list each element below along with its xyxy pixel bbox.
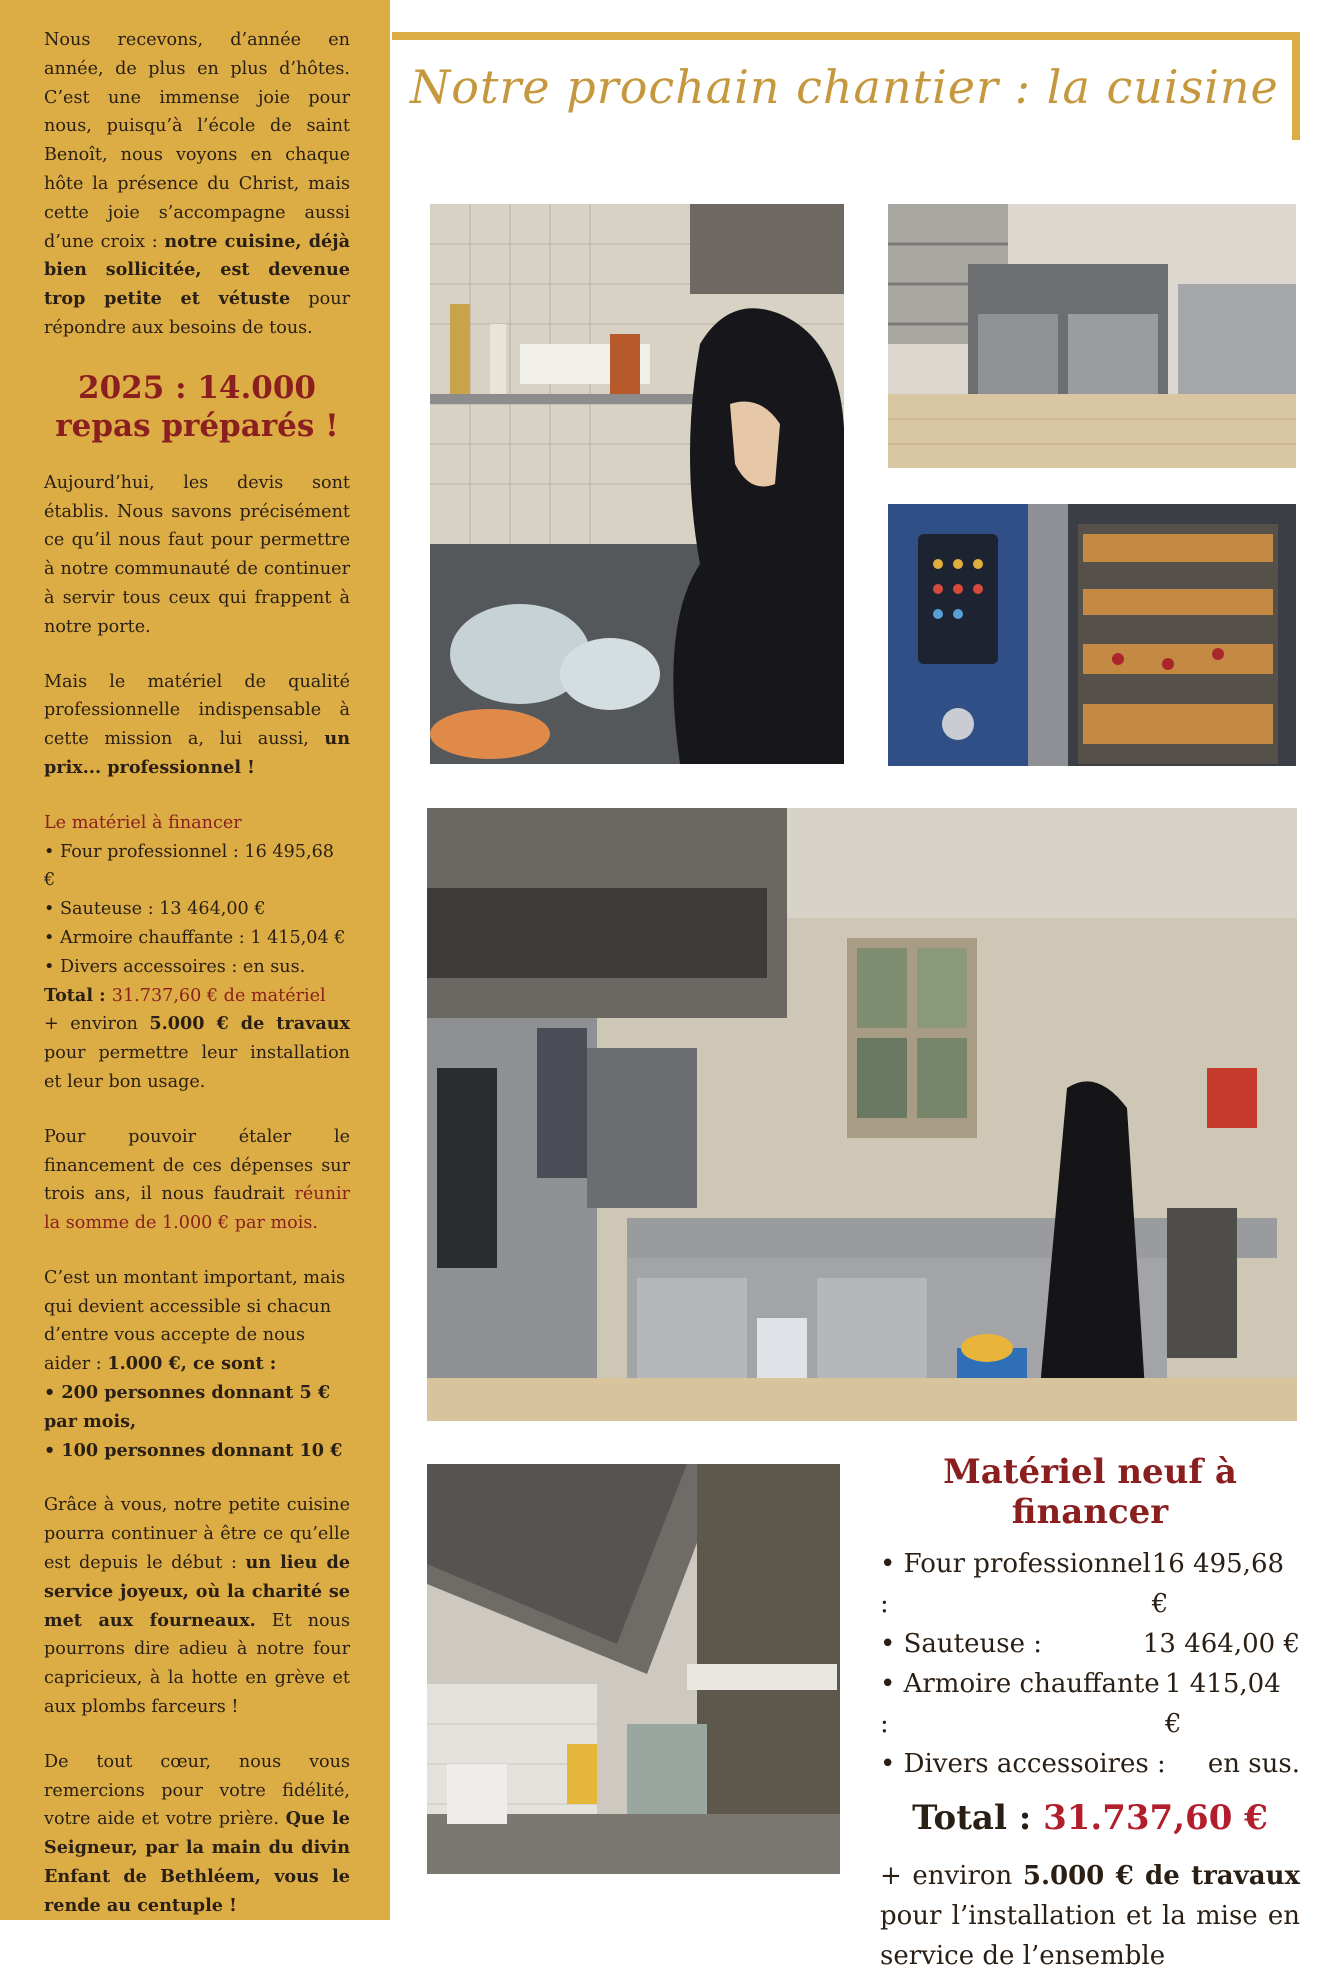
financing-row [880,1664,1300,1744]
photo-combi-oven [888,504,1296,766]
photo-kitchen-hood [427,1464,840,1874]
intro-paragraph [44,26,350,343]
list-item: • Armoire chauffante : 1 415,04 € [44,927,346,948]
row-value: en sus. [1207,1749,1300,1779]
financing-row [880,1544,1300,1624]
financing-box-note [880,1856,1300,1976]
thanks-bold: Que le Seigneur, par la main du divin Enfant de Bethléem, vous le rende au centuple ! [44,1808,350,1916]
grace-paragraph [44,1491,350,1721]
intro-text: Nous recevons, d’année en année, de plus en plus d’hôtes. C’est une immense joie pour nous, puisqu’à l’école de saint Benoît, nous voyons en chaque hôte la présence du Christ, mais cette joie s’accompagne aussi d’une croix : [44,30,350,252]
list-item: • Four professionnel : 16 495,68 € [44,841,334,891]
donors-text: C’est un montant important, mais qui devient accessible si chacun d’entre vous accepte de nous aider : [44,1267,346,1375]
total-value: 31.737,60 € de matériel [111,985,326,1006]
photo-nun-preparing-food [430,204,844,764]
quotes-paragraph: Aujourd’hui, les devis sont établis. Nous savons précisément ce qu’il nous faut pour permettre à notre communauté de continuer à servir tous ceux qui frappent à notre porte. [44,472,350,637]
row-value: 13 464,00 € [1142,1629,1300,1659]
financing-list-title: Le matériel à financer [44,812,242,833]
box-total-value: 31.737,60 € [1043,1798,1268,1838]
donors-item-2: • 100 personnes donnant 10 € [44,1439,343,1461]
financing-box [880,1452,1300,1976]
equipment-text: Mais le matériel de qualité professionnelle indispensable à cette mission a, lui aussi, [44,671,350,750]
financing-list [44,838,350,982]
works-extra-prefix: + environ [44,1014,150,1035]
spread-paragraph [44,1123,350,1238]
financing-box-title: Matériel neuf à financer [943,1452,1237,1532]
donors-item-1: • 200 personnes donnant 5 € par mois, [44,1382,331,1432]
spread-text: Pour pouvoir étaler le financement de ces dépenses sur trois ans, il nous faudrait [44,1126,350,1205]
equipment-bold: un prix... professionnel ! [44,728,350,778]
works-extra [44,1010,350,1096]
list-item: • Divers accessoires : en sus. [44,956,306,977]
list-item: • Sauteuse : 13 464,00 € [44,899,266,920]
row-label: • Divers accessoires : [880,1749,1166,1779]
page-title: Notre prochain chantier : la cuisine [410,60,1279,114]
row-label: • Four professionnel : [880,1549,1151,1619]
grace-text: Grâce à vous, notre petite cuisine pourra continuer à être ce qu’elle est depuis le début : [44,1495,350,1574]
financing-box-total [880,1798,1300,1838]
spread-red: réunir la somme de 1.000 € par mois. [44,1184,350,1234]
donors-bold: 1.000 €, ce sont : [107,1353,277,1375]
row-value: 1 415,04 € [1164,1669,1281,1739]
equipment-paragraph [44,668,350,783]
box-total-label: Total : [912,1798,1044,1838]
works-extra-suffix: pour permettre leur installation et leur bon usage. [44,1043,350,1092]
sidebar-text [44,26,350,1947]
intro-bold: notre cuisine, déjà bien sollicitée, est devenue trop petite et vétuste [44,230,351,310]
photo-kitchen-range [888,204,1296,468]
meals-headline-line2: repas préparés ! [55,407,339,444]
note-bold: 5.000 € de travaux [1022,1861,1301,1891]
donors-paragraph [44,1264,350,1466]
total-label: Total : [44,984,112,1006]
row-value: 16 495,68 € [1151,1549,1285,1619]
photo-kitchen-overview [427,808,1297,1421]
works-extra-bold: 5.000 € de travaux [149,1013,351,1035]
meals-headline-line1: 2025 : 14.000 [78,369,316,406]
financing-row [880,1744,1300,1784]
meals-headline [44,369,350,445]
sidebar [0,0,390,1920]
grace-bold: un lieu de service joyeux, où la charité se met aux fourneaux. [44,1552,351,1631]
financing-total [44,982,350,1011]
note-prefix: + environ [880,1861,1023,1891]
grace-end: Et nous pourrons dire adieu à notre four capricieux, à la hotte en grève et aux plombs farceurs ! [44,1610,350,1718]
intro-end: pour répondre aux besoins de tous. [44,289,350,338]
row-label: • Armoire chauffante : [880,1669,1160,1739]
row-label: • Sauteuse : [880,1629,1042,1659]
thanks-text: De tout cœur, nous vous remercions pour votre fidélité, votre aide et votre prière. [44,1751,350,1830]
note-suffix: pour l’installation et la mise en service de l’ensemble [880,1901,1300,1971]
financing-list-block [44,809,350,1097]
thanks-paragraph [44,1748,350,1921]
financing-row [880,1624,1300,1664]
